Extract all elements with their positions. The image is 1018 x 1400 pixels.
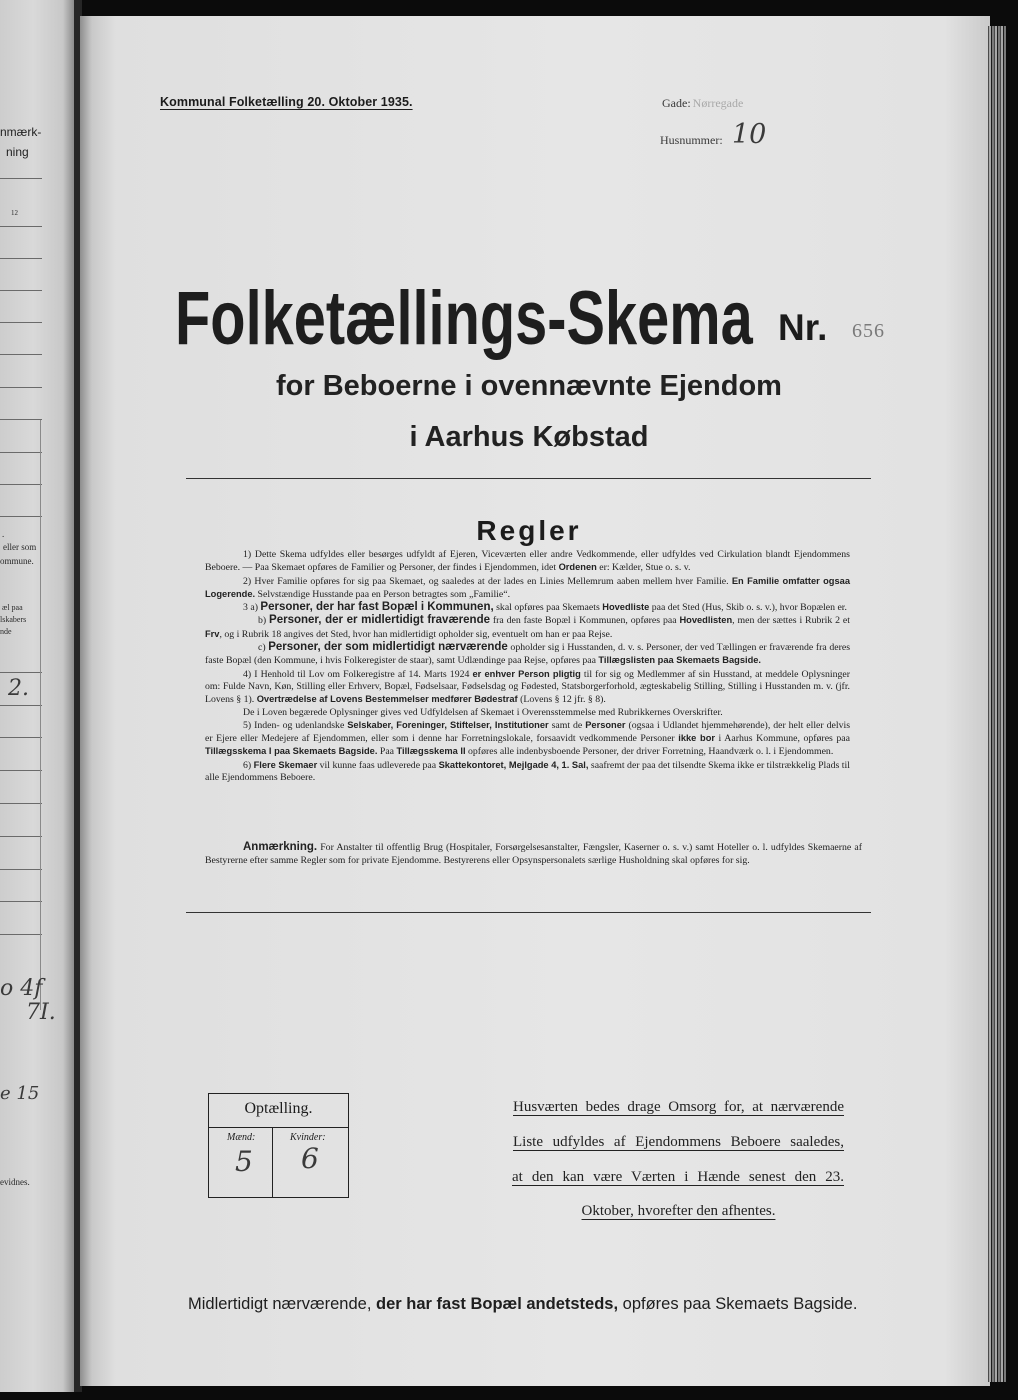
left-page-fragment: nde	[0, 627, 12, 636]
rule-2	[205, 575, 850, 602]
page-edges	[988, 26, 1006, 1382]
rule-4-note	[205, 707, 850, 719]
rule-emphasis: Skattekontoret, Mejlgade 4, 1. Sal,	[438, 759, 589, 770]
footer-emphasis: der har fast Bopæl andetsteds,	[376, 1295, 619, 1313]
rule-emphasis: Selskaber, Foreninger, Stiftelser, Institutioner	[347, 719, 549, 730]
rule-5	[205, 719, 850, 759]
rule-emphasis: Hovedliste	[602, 602, 650, 613]
rule-text: opholder sig i Husstanden, d. v. s. Personer, der ved Tællingen er fraværende fra deres faste Bopæl (den Kommune, i hvis Folkeregister de staar), samt Udlændinge paa Rejse, opføres paa	[205, 642, 851, 667]
left-page-handwriting: e 15	[0, 1083, 40, 1104]
rule-emphasis: Tillægsskema II	[396, 746, 466, 757]
ledger-line	[0, 705, 42, 706]
form-number-label: Nr.	[778, 307, 828, 348]
house-number-handwritten: 10	[732, 119, 767, 150]
landlord-notice-line: Liste udfyldes af Ejendommens Beboere saaledes,	[513, 1134, 844, 1150]
form-municipality: i Aarhus Købstad	[409, 421, 649, 453]
rule-text: 1) Dette Skema udfyldes eller besørges udfyldt af Ejeren, Viceværten eller andre Vedkommende, eller udfyldes ved Cirkulation blandt Ejendommens Beboere. — Paa Skemaet opføres de Familier og Personer, der findes i Ejendommen, idet	[205, 549, 850, 574]
rule-text: i Aarhus Kommune, opføres paa	[715, 733, 851, 745]
women-count-handwritten: 6	[301, 1142, 319, 1175]
rule-text: saafremt der paa det tilsendte Skema ikke er tilstrækkelig Plads til alle Ejendommens Beboere.	[205, 759, 850, 784]
remark-block	[205, 841, 862, 867]
ledger-line	[0, 901, 42, 902]
left-page-fragment: nmærk-	[0, 125, 42, 139]
ledger-line	[0, 354, 42, 355]
rule-text: c)	[258, 642, 269, 654]
footer-text: opføres paa Skemaets Bagside.	[618, 1295, 858, 1313]
rule-emphasis: Personer	[585, 719, 626, 730]
rules-heading: Regler	[476, 515, 582, 546]
rule-emphasis: Frv	[205, 628, 220, 639]
ledger-line	[0, 226, 42, 227]
rule-text: 5) Inden- og udenlandske	[243, 719, 348, 731]
street-field	[662, 96, 743, 110]
ledger-line	[0, 484, 42, 485]
rule-emphasis: Tillægslisten paa Skemaets Bagside.	[598, 655, 762, 666]
left-page-fragment: evidnes.	[0, 1177, 30, 1187]
ledger-line	[0, 452, 42, 453]
rule-emphasis: En Familie omfatter ogsaa Logerende.	[205, 575, 850, 599]
footer-instruction	[188, 1294, 857, 1314]
rule-text: 6)	[243, 759, 254, 771]
rule-text: til for sig og Medlemmer af sin Husstand, at meddele Oplysninger om: Fulde Navn, Køn, Stilling eller Erhverv, Bopæl, Fødselsaar, Fødselsdag og Fødested, Statsborgerforhold, ægteskabelig Stilling, Stilling i Husstanden m. v. (jfr. Lovens § 1).	[205, 668, 850, 706]
rule-text: Paa	[377, 746, 397, 758]
left-page-handwriting: 2.	[8, 676, 29, 701]
rule-text: vil kunne faas udleverede paa	[317, 759, 439, 771]
divider-line	[186, 912, 871, 913]
remark-paragraph	[205, 841, 862, 867]
rule-1	[205, 549, 850, 575]
rule-emphasis: Hovedlisten	[679, 615, 733, 626]
rule-3b	[205, 614, 850, 641]
rule-text: er: Kælder, Stue o. s. v.	[596, 562, 691, 574]
rule-6	[205, 759, 850, 785]
count-box	[208, 1093, 349, 1198]
rule-text: , og i Rubrik 18 angives det Sted, hvor han midlertidigt opholder sig, eventuelt om han er paa Rejse.	[219, 628, 613, 640]
rule-text: b)	[258, 615, 270, 627]
landlord-notice-line: at den kan være Værten i Hænde senest den 23.	[512, 1169, 844, 1185]
rule-heading-emphasis: Personer, der er midlertidigt fraværende	[269, 614, 490, 627]
count-box-divider	[209, 1127, 348, 1128]
adjacent-left-page	[0, 0, 74, 1392]
rule-text: opføres alle indenbysboende Personer, der driver Forretning, Haandværk o. l. i Ejendommen.	[465, 746, 834, 758]
ledger-line	[0, 737, 42, 738]
ledger-line	[0, 258, 42, 259]
ledger-line	[0, 178, 42, 179]
ledger-line	[0, 770, 42, 771]
rule-text: skal opføres paa Skemaets	[493, 602, 603, 614]
left-page-handwriting: 7I.	[26, 1000, 56, 1025]
left-page-fragment: ommune.	[0, 556, 34, 566]
rule-emphasis: er enhver Person pligtig	[472, 668, 581, 679]
ledger-line	[0, 934, 42, 935]
form-subtitle: for Beboerne i ovennævnte Ejendom	[276, 370, 782, 402]
rule-text: (Lovens § 12 jfr. § 8).	[517, 694, 606, 706]
left-page-fragment: ning	[6, 145, 29, 159]
left-page-fragment: eller som	[3, 542, 37, 552]
rule-3a	[205, 601, 850, 614]
rules-body	[205, 549, 850, 784]
rule-text: 2) Hver Familie opføres for sig paa Skemaet, og saaledes at der lades en Linies Mellemrum aaben mellem hver Familie.	[243, 575, 732, 587]
street-label: Gade:	[662, 96, 691, 110]
count-box-column-divider	[272, 1127, 273, 1197]
rule-heading-emphasis: Personer, der har fast Bopæl i Kommunen,	[260, 601, 494, 614]
rule-emphasis: Ordenen	[558, 562, 597, 573]
women-label: Kvinder:	[290, 1132, 326, 1143]
rule-4	[205, 668, 850, 707]
street-value-stamp: Nørregade	[692, 96, 744, 110]
left-page-fragment: lskabers	[0, 615, 27, 624]
form-title: Folketællings-Skema	[175, 276, 753, 361]
ledger-column-line	[40, 420, 41, 1010]
census-header: Kommunal Folketælling 20. Oktober 1935.	[160, 95, 413, 109]
men-count-handwritten: 5	[235, 1145, 253, 1178]
left-page-fragment: .	[2, 529, 5, 539]
rule-emphasis: Overtrædelse af Lovens Bestemmelser medfører Bødestraf	[256, 694, 518, 705]
count-box-title: Optælling.	[244, 1100, 313, 1117]
rule-text: , men der sættes i Rubrik 2 et	[732, 615, 850, 627]
footer-text: Midlertidigt nærværende,	[188, 1295, 376, 1313]
ledger-line	[0, 803, 42, 804]
rule-text: 4) I Henhold til Lov om Folkeregistre af 14. Marts 1924	[243, 668, 473, 680]
ledger-line	[0, 836, 42, 837]
remark-text: For Anstalter til offentlig Brug (Hospitaler, Forsørgelsesanstalter, Fængsler, Kaserner o. s. v.) samt Hoteller o. l. udfyldes Skemaerne af Bestyrerne efter samme Regler som for private Ejendomme. Bestyrerens eller Opsynspersonalets særlige Husholdning skal opføres for sig.	[205, 842, 862, 866]
rule-text: (ogsaa i Udlandet hjemmehørende), der helt eller delvis er Ejere eller Medejere af Ejendommen, eller som i denne har Forretningslokale, forsaavidt vedkommende Personer	[205, 719, 851, 745]
ledger-line	[0, 387, 42, 388]
rule-emphasis: Tillægsskema I paa Skemaets Bagside.	[205, 746, 378, 757]
ledger-line	[0, 290, 42, 291]
left-page-handwriting: o 4f	[0, 976, 43, 1001]
landlord-notice-line: Oktober, hvorefter den afhentes.	[581, 1203, 776, 1219]
form-number-value: 656	[852, 320, 885, 342]
remark-label: Anmærkning.	[243, 841, 318, 853]
rule-text: Selvstændige Husstande paa en Person betragtes som „Familie“.	[255, 588, 511, 600]
ledger-line	[0, 516, 42, 517]
divider-line	[186, 478, 871, 479]
ledger-line	[0, 672, 42, 673]
left-page-fragment: æl paa	[2, 603, 23, 612]
rule-text: De i Loven begærede Oplysninger gives ved Udfyldelsen af Skemaet i Overensstemmelse med Rubrikkernes Overskrifter.	[243, 706, 723, 718]
ledger-line	[0, 322, 42, 323]
rule-emphasis: ikke bor	[678, 733, 715, 744]
rule-3c	[205, 641, 850, 668]
rule-text: fra den faste Bopæl i Kommunen, opføres paa	[490, 615, 680, 627]
rule-text: samt de	[548, 719, 586, 731]
ledger-line	[0, 419, 42, 420]
rule-text: paa det Sted (Hus, Skib o. s. v.), hvor Bopælen er.	[649, 602, 847, 614]
house-number-label: Husnummer:	[660, 133, 723, 147]
landlord-notice-line: Husværten bedes drage Omsorg for, at nærværende	[513, 1099, 844, 1115]
rule-emphasis: Flere Skemaer	[253, 759, 318, 770]
rule-text: 3 a)	[243, 602, 261, 614]
men-label: Mænd:	[227, 1132, 256, 1143]
rule-heading-emphasis: Personer, der som midlertidigt nærværende	[268, 641, 508, 654]
left-page-fragment: 12	[11, 209, 18, 217]
ledger-line	[0, 869, 42, 870]
